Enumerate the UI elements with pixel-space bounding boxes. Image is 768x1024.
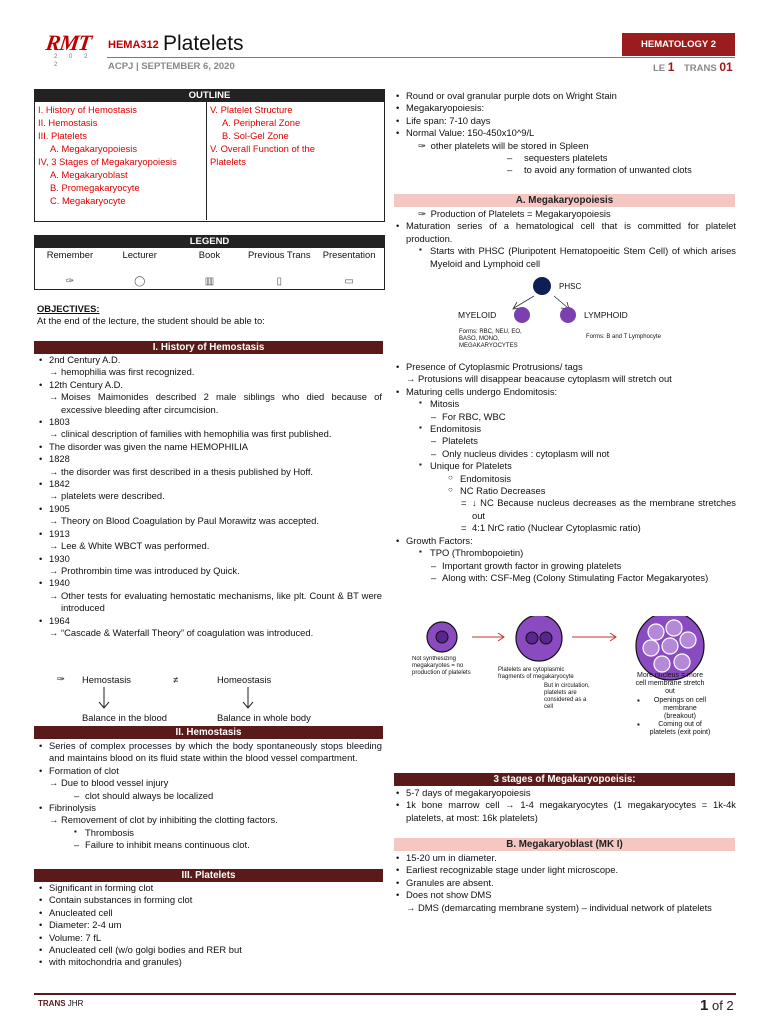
lymphoid-cell xyxy=(560,307,576,323)
cell-nucleus xyxy=(648,624,664,640)
list-item: ○ Endomitosis xyxy=(448,473,736,485)
cell-nucleus xyxy=(662,638,678,654)
section-stages: 3 stages of Megakaryopoeisis: xyxy=(394,773,735,786)
cell-nucleus xyxy=(666,620,682,636)
list-item: • Growth Factors: xyxy=(394,535,736,547)
list-item: • 15-20 um in diameter. xyxy=(394,852,736,864)
document-icon: ▯ xyxy=(276,276,283,287)
header-divider xyxy=(107,57,735,58)
header-meta: ACPJ | SEPTEMBER 6, 2020 xyxy=(108,61,235,72)
cell-3-notes xyxy=(636,697,712,737)
legend-label: Remember xyxy=(46,249,94,260)
outline-item[interactable]: B. Sol-Gel Zone xyxy=(222,130,289,141)
cell-nucleus xyxy=(680,632,696,648)
list-item: ▪ Thrombosis xyxy=(73,827,382,839)
outline-item[interactable]: II. Hemostasis xyxy=(38,117,98,128)
compare-right-def: Balance in whole body xyxy=(217,712,311,723)
cell-nucleus xyxy=(526,632,538,644)
megakaryocyte-cell-2 xyxy=(516,616,562,661)
list-item: • Maturation series of a hematological cell that is committed for platelet production. xyxy=(394,220,736,245)
megakaryoblast-list xyxy=(394,852,736,914)
outline-item[interactable]: Platelets xyxy=(210,156,246,167)
trans-number: TRANS 01 xyxy=(684,60,733,74)
list-item: – For RBC, WBC xyxy=(430,411,736,423)
myeloid-cell xyxy=(514,307,530,323)
list-item: • Anucleated cell (w/o golgi bodies and RER but xyxy=(37,944,382,956)
maturation-diagram xyxy=(394,616,736,766)
speech-bubble-icon: ◯ xyxy=(134,276,146,287)
legend-icons xyxy=(35,275,384,288)
cell-2-caption-note: But in circulation, platelets are considered as a cell xyxy=(544,683,590,710)
outline-box xyxy=(34,89,385,222)
list-item: • Presence of Cytoplasmic Protrusions/ tags xyxy=(394,361,736,373)
history-date: • 1842 xyxy=(37,478,382,490)
history-note: → the disorder was first described in a thesis published by Hoff. xyxy=(49,466,382,478)
list-item: ▪ Starts with PHSC (Pluripotent Hematopoeitic Stem Cell) of which arises Myeloid and Lymphoid cell xyxy=(418,245,736,270)
list-item: ▪ Endomitosis xyxy=(418,423,736,435)
list-item: • Diameter: 2-4 um xyxy=(37,919,382,931)
objectives-title: OBJECTIVES: xyxy=(37,303,100,314)
outline-item[interactable]: V. Overall Function of the xyxy=(210,143,315,154)
page-number: 1 of 2 xyxy=(700,997,734,1014)
cell-3-caption: More nucleus = more cell membrane stretch out xyxy=(635,672,705,695)
list-item: – clot should always be localized xyxy=(73,790,382,802)
legend-box xyxy=(34,235,385,290)
list-item: – Failure to inhibit means continuous clot. xyxy=(73,839,382,851)
cell-1-caption: Not synthesizing megakaryotes = no production of platelets xyxy=(412,656,471,676)
history-date: • The disorder was given the name HEMOPHILIA xyxy=(37,441,382,453)
outline-item[interactable]: A. Megakaryopoiesis xyxy=(50,143,138,154)
list-item: – Only nucleus divides : cytoplasm will not xyxy=(430,448,736,460)
cell-nucleus xyxy=(436,631,448,643)
book-icon: ▥ xyxy=(204,276,215,287)
list-item: • Fibrinolysis xyxy=(37,802,382,814)
list-item: • 1k bone marrow cell → 1-4 megakaryocytes (1 megakaryocytes = 1k-4k platelets, at most: 16k platelets) xyxy=(394,799,736,824)
history-date: • 1940 xyxy=(37,577,382,589)
platelets-list xyxy=(37,882,382,969)
lymphoid-forms: Forms: B and T Lymphocyte xyxy=(586,334,661,340)
list-item: • Significant in forming clot xyxy=(37,882,382,894)
objectives xyxy=(37,303,383,328)
outline-title: OUTLINE xyxy=(35,90,384,102)
outline-item[interactable]: III. Platelets xyxy=(38,130,87,141)
history-note: → clinical description of families with hemophilia was first published. xyxy=(49,428,382,440)
list-item: ▪ Coming out of platelets (exit point) xyxy=(636,721,712,737)
list-item: • Formation of clot xyxy=(37,765,382,777)
list-item: → Protusions will disappear beacause cytoplasm will stretch out xyxy=(406,373,736,385)
list-item: • Anucleated cell xyxy=(37,907,382,919)
lymphoid-label: LYMPHOID xyxy=(584,310,628,320)
list-item: • Granules are absent. xyxy=(394,877,736,889)
phsc-label: PHSC xyxy=(559,282,582,291)
history-note: → hemophilia was first recognized. xyxy=(49,366,382,378)
outline-right-col xyxy=(207,102,383,220)
megakaryopoiesis-intro xyxy=(394,208,736,270)
list-item: → Due to blood vessel injury xyxy=(49,777,382,789)
history-note: → Other tests for evaluating hemostatic mechanisms, like plt. Count & BT were introduced xyxy=(49,590,382,615)
list-item: • Round or oval granular purple dots on Wright Stain xyxy=(394,90,736,102)
list-item: • Contain substances in forming clot xyxy=(37,894,382,906)
section-history: I. History of Hemostasis xyxy=(34,341,383,354)
arrow-right-icon xyxy=(572,633,616,641)
myeloid-forms: Forms: RBC, NEU, EO, BASO, MONO, MEGAKARYOCYTES xyxy=(459,329,522,349)
cell-nucleus xyxy=(540,632,552,644)
history-note: → Lee & White WBCT was performed. xyxy=(49,540,382,552)
list-item: ▪ Unique for Platelets xyxy=(418,460,736,472)
pushpin-icon: ✑ xyxy=(418,139,426,151)
list-item: ○ NC Ratio Decreases xyxy=(448,485,736,497)
list-item: – Platelets xyxy=(430,435,736,447)
history-date: • 1964 xyxy=(37,615,382,627)
arrow-right-icon xyxy=(472,633,504,641)
footer-trans: TRANS JHR xyxy=(38,999,84,1008)
myeloid-label: MYELOID xyxy=(458,310,497,320)
stages-list xyxy=(394,787,736,824)
megakaryopoiesis-details xyxy=(394,361,736,584)
outline-left-col xyxy=(35,102,207,220)
not-equal-sign: ≠ xyxy=(173,674,179,685)
down-arrow-icon xyxy=(97,687,111,711)
history-date: • 2nd Century A.D. xyxy=(37,354,382,366)
list-item: • Series of complex processes by which the body spontaneously stops bleeding and maintains blood on its fluid state within the blood vessel compartment. xyxy=(37,740,382,765)
list-item: • Maturing cells undergo Endomitosis: xyxy=(394,386,736,398)
history-date: • 1905 xyxy=(37,503,382,515)
monitor-icon: ▭ xyxy=(344,276,354,287)
history-note: → Theory on Blood Coagulation by Paul Morawitz was accepted. xyxy=(49,515,382,527)
list-item: – sequesters platelets xyxy=(506,152,736,164)
lecture-number: LE 1 xyxy=(653,60,675,74)
phsc-diagram xyxy=(394,274,736,360)
history-date: • 1930 xyxy=(37,553,382,565)
outline-item[interactable]: I. History of Hemostasis xyxy=(38,104,137,115)
list-item: → DMS (demarcating membrane system) – individual network of platelets xyxy=(406,902,736,914)
list-item: ✑ Production of Platelets = Megakaryopoiesis xyxy=(394,208,736,220)
legend-label: Previous Trans xyxy=(248,249,311,260)
section-hemostasis: II. Hemostasis xyxy=(34,726,383,739)
outline-item[interactable]: IV, 3 Stages of Megakaryopoiesis xyxy=(38,156,177,167)
list-item: → Removement of clot by inhibiting the clotting factors. xyxy=(49,814,382,826)
history-date: • 1803 xyxy=(37,416,382,428)
history-date: • 1913 xyxy=(37,528,382,540)
list-item: • Megakaryopoiesis: xyxy=(394,102,736,114)
cell-nucleus xyxy=(643,640,659,656)
hemostasis-list xyxy=(37,740,382,852)
pushpin-icon: ✑ xyxy=(418,208,426,219)
outline-item[interactable]: C. Megakaryocyte xyxy=(50,195,126,206)
outline-item[interactable]: A. Megakaryoblast xyxy=(50,169,128,180)
list-item: • Volume: 7 fL xyxy=(37,932,382,944)
legend-labels xyxy=(35,248,384,275)
outline-item[interactable]: B. Promegakaryocyte xyxy=(50,182,140,193)
compare-left-def: Balance in the blood xyxy=(82,712,167,723)
objectives-text: At the end of the lecture, the student should be able to: xyxy=(37,315,265,327)
history-date: • 1828 xyxy=(37,453,382,465)
section-megakaryopoiesis: A. Megakaryopoiesis xyxy=(394,194,735,207)
legend-label: Presentation xyxy=(322,249,376,260)
history-note: → “Cascade & Waterfall Theory” of coagulation was introduced. xyxy=(49,627,382,639)
list-item: = 4:1 NrC ratio (Nuclear Cytoplasmic ratio) xyxy=(460,522,736,534)
pushpin-icon: ✑ xyxy=(57,673,65,684)
compare-left: Hemostasis xyxy=(82,674,131,685)
platelet-facts xyxy=(394,90,736,177)
list-item: • Normal Value: 150-450x10^9/L xyxy=(394,127,736,139)
history-note: → platelets were described. xyxy=(49,490,382,502)
list-item: = ↓ NC Because nucleus decreases as the membrane stretches out xyxy=(460,497,736,522)
history-date: • 12th Century A.D. xyxy=(37,379,382,391)
cell-2-caption: Platelets are cytoplasmic fragments of megakaryocyte xyxy=(498,667,574,680)
list-item: ▪ TPO (Thrombopoietin) xyxy=(418,547,736,559)
section-platelets: III. Platelets xyxy=(34,869,383,882)
list-item: • 5-7 days of megakaryopoiesis xyxy=(394,787,736,799)
outline-item[interactable]: A. Peripheral Zone xyxy=(222,117,301,128)
list-item: ✑ other platelets will be stored in Spleen xyxy=(394,140,736,152)
list-item: ▪ Mitosis xyxy=(418,398,736,410)
course-code: HEMA312 xyxy=(108,39,159,51)
phsc-cell xyxy=(533,277,551,295)
history-list xyxy=(37,354,382,639)
list-item: ▪ Openings on cell membrane (breakout) xyxy=(636,697,712,721)
legend-label: Book xyxy=(198,249,221,260)
subject-badge: HEMATOLOGY 2 xyxy=(622,33,735,56)
list-item: • Earliest recognizable stage under light microscope. xyxy=(394,864,736,876)
cell-nucleus xyxy=(654,656,670,672)
pushpin-icon: ✑ xyxy=(65,276,75,287)
history-note: → Moises Maimonides described 2 male siblings who died because of excessive bleeding after circumcision. xyxy=(49,391,382,416)
history-note: → Prothrombin time was introduced by Quick. xyxy=(49,565,382,577)
down-arrow-icon xyxy=(241,687,255,711)
page-title: Platelets xyxy=(163,32,244,55)
cell-nucleus xyxy=(674,654,690,670)
list-item: • Life span: 7-10 days xyxy=(394,115,736,127)
list-item: – to avoid any formation of unwanted clots xyxy=(506,164,736,176)
list-item: – Along with: CSF-Meg (Colony Stimulating Factor Megakaryotes) xyxy=(430,572,736,584)
outline-item[interactable]: V. Platelet Structure xyxy=(210,104,293,115)
footer-divider xyxy=(34,993,736,995)
section-megakaryoblast: B. Megakaryoblast (MK I) xyxy=(394,838,735,851)
rmt-logo: RMT 2 0 2 2 xyxy=(44,30,93,68)
legend-label: Lecturer xyxy=(122,249,157,260)
legend-title: LEGEND xyxy=(35,236,384,248)
list-item: • Does not show DMS xyxy=(394,889,736,901)
list-item: • with mitochondria and granules) xyxy=(37,956,382,968)
compare-right: Homeostasis xyxy=(217,674,272,685)
list-item: – Important growth factor in growing platelets xyxy=(430,560,736,572)
hemostasis-comparison xyxy=(37,673,382,727)
